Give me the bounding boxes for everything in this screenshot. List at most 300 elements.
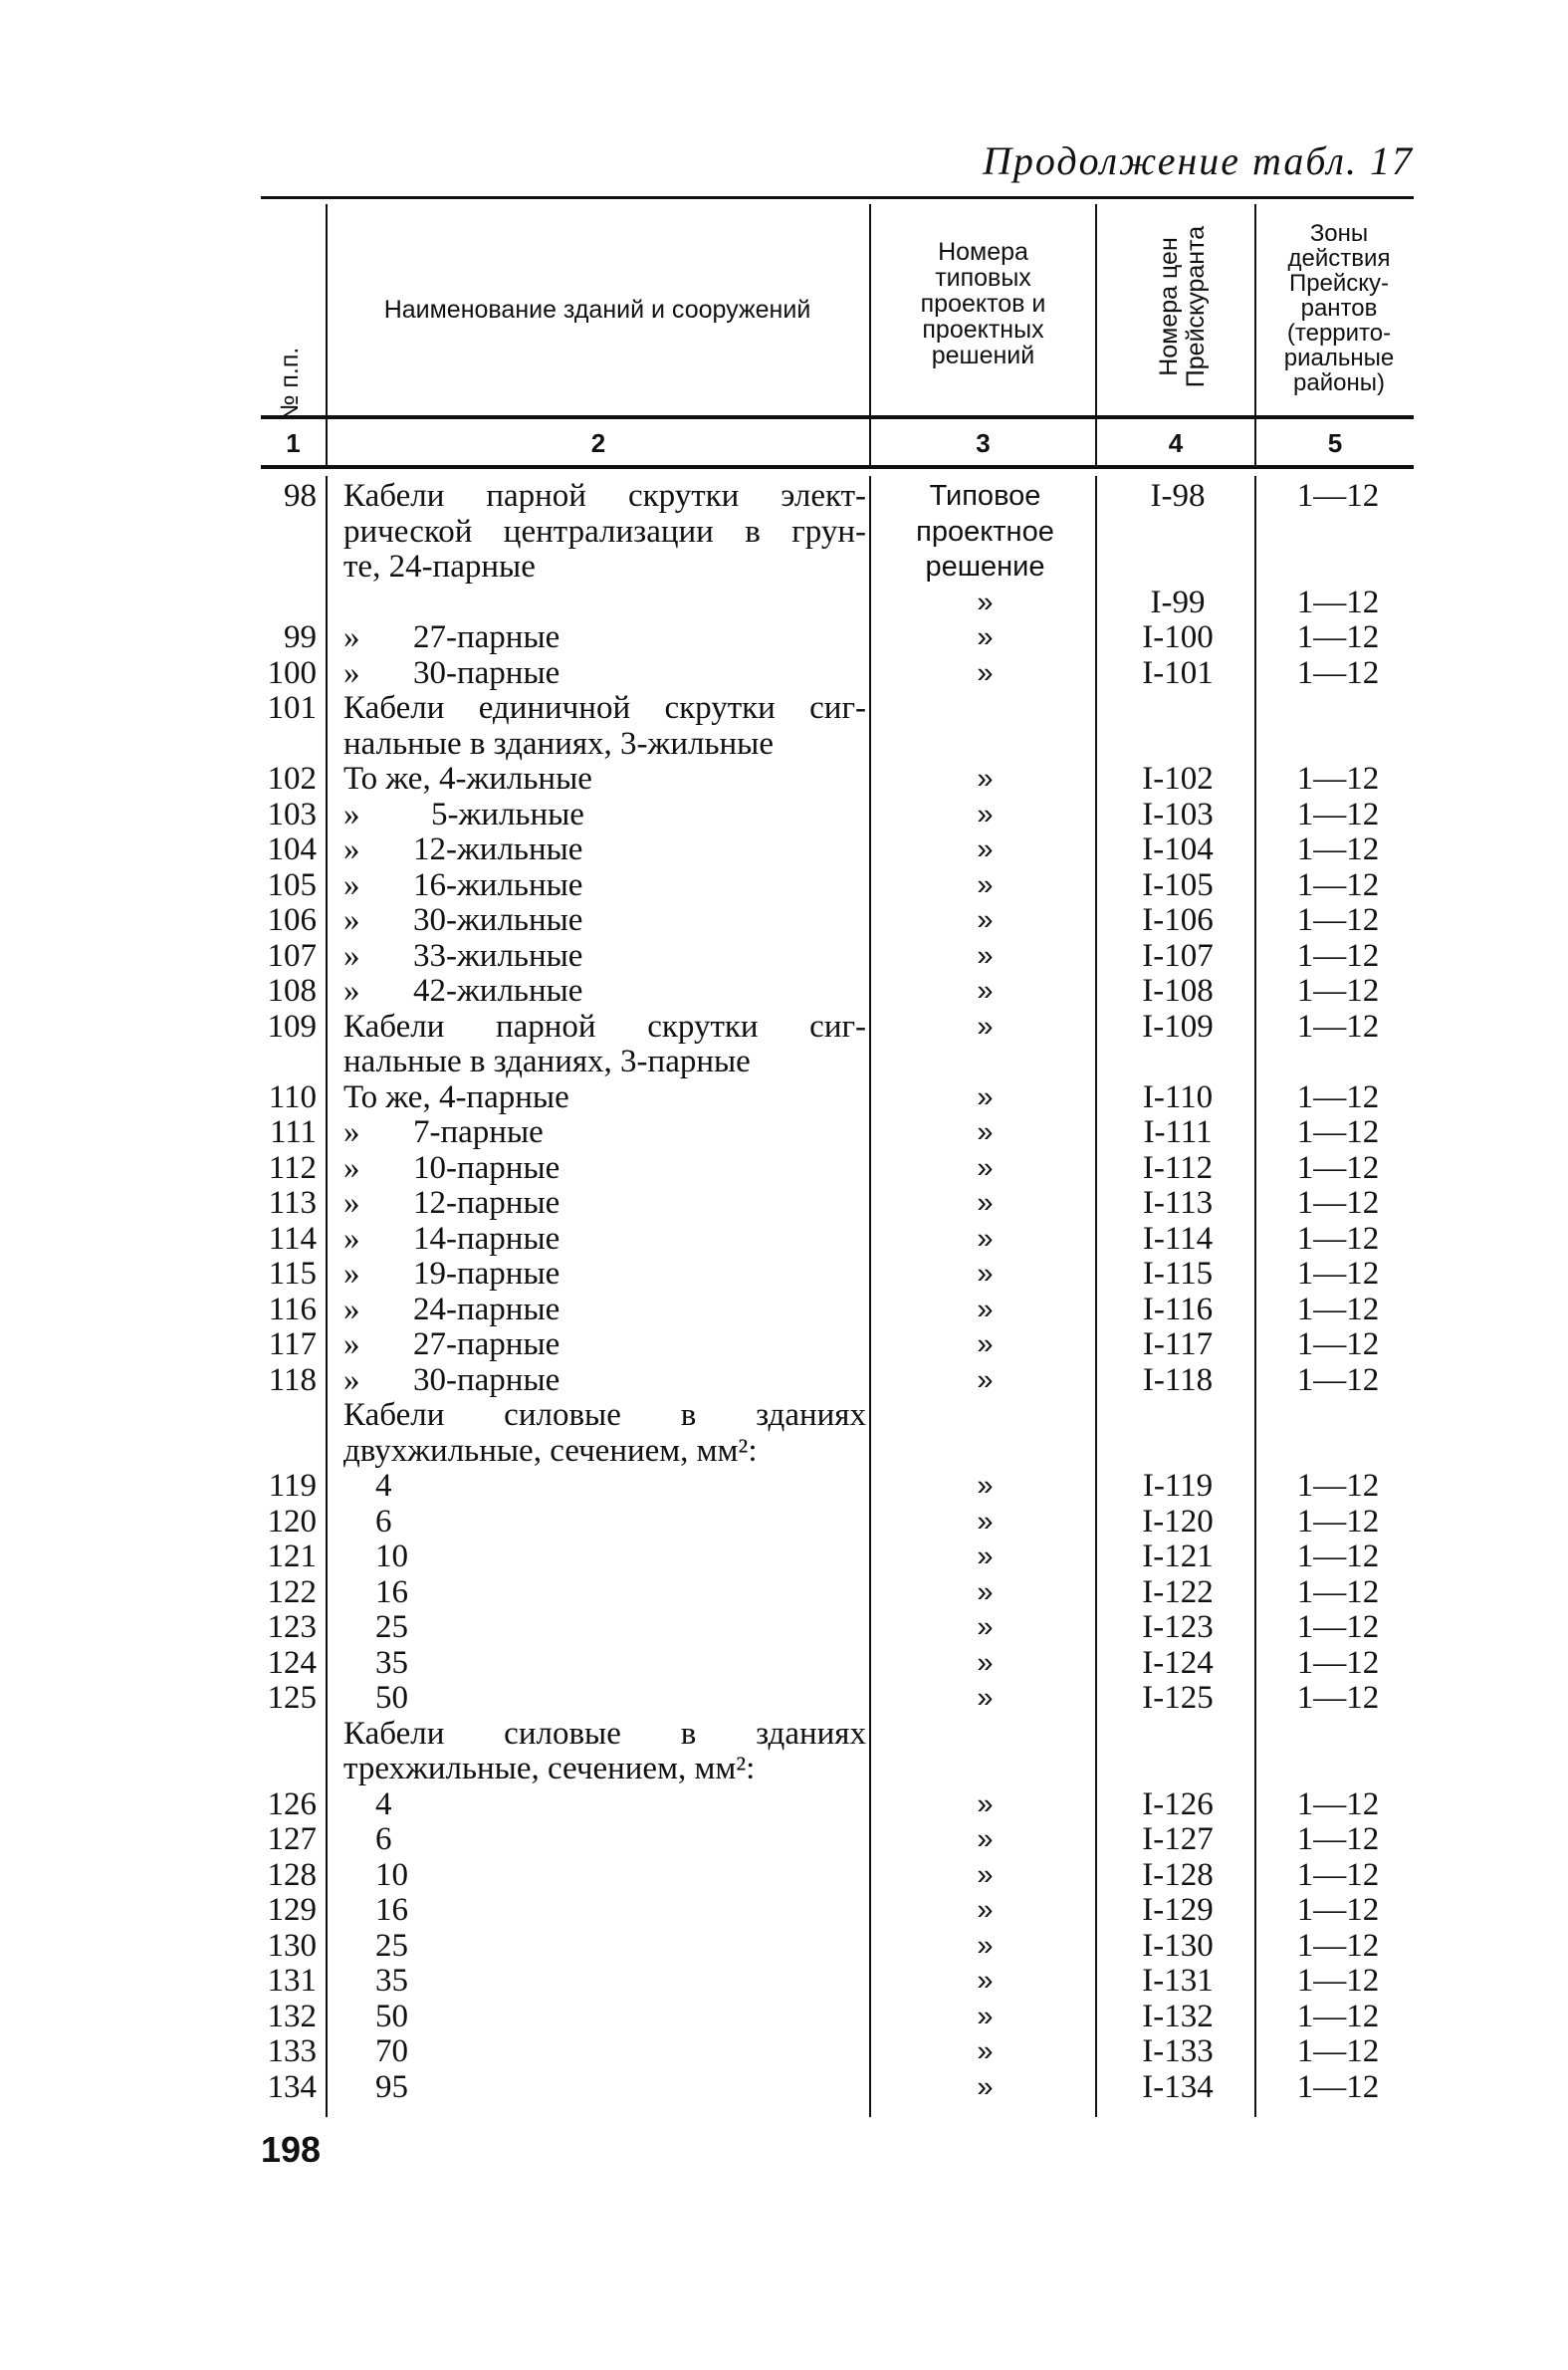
- row-zone: 1—12: [1296, 1149, 1380, 1186]
- row-project: »: [977, 1965, 994, 1997]
- row-name-text: 35: [375, 1644, 408, 1681]
- row-name: [343, 903, 866, 939]
- row-price-number: I-134: [1142, 2068, 1214, 2105]
- row-name-text: 6: [375, 1503, 392, 1540]
- row-number: 116: [268, 1291, 317, 1327]
- row-name: [343, 1822, 866, 1858]
- table-row: [0, 479, 1568, 515]
- table-row: [0, 550, 1568, 586]
- row-name-text: 25: [375, 1609, 408, 1645]
- row-zone: 1—12: [1296, 1326, 1380, 1362]
- row-name-text: 50: [375, 1680, 408, 1716]
- row-name: [343, 1929, 866, 1965]
- ditto-mark: »: [343, 796, 360, 832]
- row-zone: 1—12: [1296, 1998, 1380, 2034]
- row-zone: 1—12: [1296, 761, 1380, 797]
- table-row: [0, 1717, 1568, 1753]
- header-divider: [1095, 204, 1097, 415]
- ditto-mark: »: [343, 937, 360, 974]
- row-price-number: I-103: [1142, 796, 1214, 832]
- table-row: [0, 1752, 1568, 1787]
- row-project: решение: [925, 551, 1045, 583]
- row-project: »: [977, 1010, 994, 1043]
- table-row: [0, 1858, 1568, 1894]
- column-number-1: 1: [286, 428, 301, 458]
- row-price-number: I-109: [1142, 1008, 1214, 1045]
- row-name: [343, 656, 866, 692]
- row-project: Типовое: [929, 480, 1041, 512]
- row-project: »: [977, 1363, 994, 1396]
- table-row: [0, 586, 1568, 621]
- table-row: [0, 1964, 1568, 2000]
- row-number: 104: [267, 831, 317, 867]
- row-name-text: 50: [375, 1998, 408, 2034]
- table-top-rule: [261, 196, 1414, 199]
- row-project: проектное: [916, 515, 1054, 548]
- row-number: 131: [267, 1963, 317, 1999]
- row-name: [343, 1222, 866, 1258]
- row-project: »: [977, 763, 994, 795]
- row-number: 121: [267, 1539, 317, 1574]
- header-name: Наименование зданий и сооружений: [383, 296, 811, 324]
- row-zone: 1—12: [1296, 1680, 1380, 1716]
- table-row: [0, 939, 1568, 975]
- row-name-text: 10: [375, 1539, 408, 1574]
- table-row: [0, 832, 1568, 868]
- row-name-text: 5-жильные: [431, 796, 584, 832]
- row-number: 128: [267, 1856, 317, 1893]
- row-project: »: [977, 656, 994, 689]
- row-name: [343, 1327, 866, 1363]
- row-name: [343, 974, 866, 1010]
- row-number: 115: [268, 1256, 317, 1292]
- row-name-text: 24-парные: [413, 1291, 560, 1327]
- row-number: 109: [267, 1008, 317, 1045]
- row-project: »: [977, 975, 994, 1007]
- ditto-mark: »: [343, 1326, 360, 1362]
- row-name: рической централизации в грун-: [343, 513, 866, 550]
- table-row: [0, 1186, 1568, 1222]
- ditto-mark: »: [343, 866, 360, 903]
- ditto-mark: »: [343, 973, 360, 1009]
- row-zone: 1—12: [1296, 1927, 1380, 1964]
- row-zone: 1—12: [1296, 478, 1380, 514]
- row-project: »: [977, 904, 994, 936]
- table-row: [0, 903, 1568, 939]
- table-row: [0, 1363, 1568, 1399]
- row-price-number: I-123: [1142, 1609, 1214, 1645]
- row-name-text: 42-жильные: [413, 973, 583, 1009]
- row-price-number: I-115: [1142, 1256, 1214, 1292]
- table-row: [0, 1646, 1568, 1682]
- row-name: Кабели единичной скрутки сиг-: [343, 690, 866, 726]
- row-price-number: I-112: [1142, 1149, 1214, 1186]
- row-price-number: I-118: [1142, 1361, 1214, 1398]
- row-zone: 1—12: [1296, 1220, 1380, 1257]
- row-number: 111: [269, 1114, 317, 1150]
- row-name: [343, 1115, 866, 1151]
- row-name-text: 6: [375, 1821, 392, 1857]
- row-zone: 1—12: [1296, 1008, 1380, 1045]
- ditto-mark: »: [343, 1149, 360, 1186]
- row-zone: 1—12: [1296, 1892, 1380, 1928]
- row-name: [343, 1363, 866, 1399]
- column-number-5: 5: [1327, 428, 1343, 458]
- row-project: »: [977, 1187, 994, 1219]
- row-name-text: 4: [375, 1468, 392, 1504]
- row-name-text: 95: [375, 2068, 408, 2105]
- row-project: »: [977, 939, 994, 972]
- row-price-number: I-132: [1142, 1998, 1214, 2034]
- column-number-rule: [261, 465, 1414, 469]
- table-row: [0, 798, 1568, 833]
- header-price-numbers: Номера цен Прейскуранта: [1155, 225, 1210, 388]
- row-project: »: [977, 1929, 994, 1962]
- row-zone: 1—12: [1296, 866, 1380, 903]
- ditto-mark: »: [343, 831, 360, 867]
- row-name-text: 4: [375, 1785, 392, 1822]
- row-price-number: I-100: [1142, 619, 1214, 655]
- row-name: [343, 1151, 866, 1187]
- row-name-text: 30-парные: [413, 654, 560, 691]
- row-name: [343, 2034, 866, 2070]
- row-zone: 1—12: [1296, 1078, 1380, 1115]
- row-name: Кабели парной скрутки элект-: [343, 478, 866, 514]
- table-row: [0, 1115, 1568, 1151]
- row-name: [343, 832, 866, 868]
- row-number: 126: [267, 1785, 317, 1822]
- row-project: »: [977, 1080, 994, 1113]
- header-bottom-rule: [261, 415, 1414, 419]
- row-name: Кабели парной скрутки сиг-: [343, 1008, 866, 1045]
- row-price-number: I-129: [1142, 1892, 1214, 1928]
- table-row: [0, 1610, 1568, 1646]
- row-name: двухжильные, сечением, мм²:: [343, 1432, 758, 1469]
- row-name: [343, 1681, 866, 1717]
- header-zones: Зоны действия Прейску- рантов (террито- риальные районы): [1283, 220, 1395, 396]
- row-price-number: I-108: [1142, 973, 1214, 1009]
- row-zone: 1—12: [1296, 902, 1380, 938]
- table-row: [0, 1398, 1568, 1434]
- row-zone: 1—12: [1296, 1609, 1380, 1645]
- ditto-mark: »: [343, 654, 360, 691]
- row-name: трехжильные, сечением, мм²:: [343, 1751, 756, 1786]
- row-project: »: [977, 1858, 994, 1891]
- row-name-text: 12-жильные: [413, 831, 583, 867]
- header-divider: [869, 204, 871, 415]
- row-name-text: 10: [375, 1856, 408, 1893]
- row-project: »: [977, 1258, 994, 1290]
- ditto-mark: »: [343, 1256, 360, 1292]
- row-name: [343, 1646, 866, 1682]
- table-row: [0, 2000, 1568, 2035]
- row-price-number: I-106: [1142, 902, 1214, 938]
- table-row: [0, 1681, 1568, 1717]
- ditto-mark: »: [343, 902, 360, 938]
- table-caption: Продолжение табл. 17: [982, 138, 1414, 183]
- row-price-number: I-119: [1142, 1468, 1214, 1504]
- table-row: [0, 1540, 1568, 1575]
- row-name-text: 19-парные: [413, 1256, 560, 1292]
- row-price-number: I-99: [1150, 584, 1206, 620]
- row-project: »: [977, 1611, 994, 1643]
- row-name: те, 24-парные: [343, 549, 536, 585]
- row-number: 113: [268, 1185, 317, 1221]
- row-project: »: [977, 833, 994, 865]
- row-zone: 1—12: [1296, 1114, 1380, 1150]
- header-divider: [1254, 204, 1256, 415]
- row-project: »: [977, 1222, 994, 1255]
- row-price-number: I-126: [1142, 1785, 1214, 1822]
- row-price-number: I-128: [1142, 1856, 1214, 1893]
- row-zone: 1—12: [1296, 2033, 1380, 2069]
- table-row: [0, 1893, 1568, 1929]
- table-row: [0, 1469, 1568, 1505]
- row-name: [343, 1575, 866, 1611]
- row-project: »: [977, 868, 994, 901]
- row-name-text: 27-парные: [413, 1326, 560, 1362]
- row-price-number: I-130: [1142, 1927, 1214, 1964]
- table-row: [0, 1293, 1568, 1328]
- row-project: »: [977, 2035, 994, 2067]
- row-zone: 1—12: [1296, 2068, 1380, 2105]
- header-number: № п.п.: [276, 347, 304, 422]
- ditto-mark: »: [343, 1185, 360, 1221]
- row-project: »: [977, 1682, 994, 1714]
- row-zone: 1—12: [1296, 619, 1380, 655]
- row-price-number: I-131: [1142, 1963, 1214, 1999]
- row-project: »: [977, 1116, 994, 1148]
- page-number: 198: [261, 2129, 322, 2170]
- column-number-4: 4: [1168, 428, 1184, 458]
- ditto-mark: »: [343, 1114, 360, 1150]
- row-zone: 1—12: [1296, 1856, 1380, 1893]
- row-name: [343, 1257, 866, 1293]
- row-name: [343, 1858, 866, 1894]
- row-price-number: I-102: [1142, 761, 1214, 797]
- row-name: [343, 939, 866, 975]
- row-name: То же, 4-парные: [343, 1078, 569, 1115]
- row-name: [343, 1540, 866, 1575]
- row-price-number: I-111: [1143, 1114, 1213, 1150]
- row-price-number: I-113: [1142, 1185, 1214, 1221]
- table-row: [0, 2070, 1568, 2106]
- row-name: То же, 4-жильные: [343, 761, 592, 797]
- row-number: 106: [267, 902, 317, 938]
- row-name: Кабели силовые в зданиях: [343, 1715, 866, 1752]
- row-project: »: [977, 1293, 994, 1325]
- table-row: [0, 1045, 1568, 1080]
- table-row: [0, 1257, 1568, 1293]
- column-number-2: 2: [590, 428, 606, 458]
- row-name: [343, 2070, 866, 2106]
- row-number: 130: [267, 1927, 317, 1964]
- row-project: »: [977, 1575, 994, 1608]
- table-row: [0, 1080, 1568, 1116]
- table-row: [0, 727, 1568, 763]
- row-price-number: I-125: [1142, 1680, 1214, 1716]
- table-row: [0, 1010, 1568, 1046]
- row-number: 108: [267, 973, 317, 1009]
- header-projects: Номера типовых проектов и проектных решений: [920, 238, 1046, 369]
- row-number: 124: [267, 1644, 317, 1681]
- ditto-mark: »: [343, 619, 360, 655]
- table-row: [0, 1822, 1568, 1858]
- row-name: [343, 1293, 866, 1328]
- table-row: [0, 2034, 1568, 2070]
- row-price-number: I-116: [1142, 1291, 1214, 1327]
- row-zone: 1—12: [1296, 937, 1380, 974]
- table-row: [0, 868, 1568, 904]
- row-zone: 1—12: [1296, 1785, 1380, 1822]
- table-row: [0, 1505, 1568, 1540]
- row-name: [343, 1787, 866, 1823]
- table-row: [0, 1222, 1568, 1258]
- row-zone: 1—12: [1296, 796, 1380, 832]
- row-name-text: 12-парные: [413, 1185, 560, 1221]
- row-name: [343, 798, 866, 833]
- row-number: 118: [268, 1361, 317, 1398]
- row-number: 122: [267, 1573, 317, 1610]
- row-project: »: [977, 1894, 994, 1926]
- row-project: »: [977, 2070, 994, 2103]
- row-price-number: I-114: [1142, 1220, 1214, 1257]
- row-project: »: [977, 798, 994, 830]
- table-row: [0, 656, 1568, 692]
- row-name-text: 7-парные: [413, 1114, 544, 1150]
- row-name-text: 30-парные: [413, 1361, 560, 1398]
- row-zone: 1—12: [1296, 1963, 1380, 1999]
- row-price-number: I-101: [1142, 654, 1214, 691]
- row-number: 103: [267, 796, 317, 832]
- row-zone: 1—12: [1296, 831, 1380, 867]
- row-zone: 1—12: [1296, 1821, 1380, 1857]
- row-price-number: I-98: [1150, 478, 1206, 514]
- row-name-text: 25: [375, 1927, 408, 1964]
- row-number: 114: [268, 1220, 317, 1257]
- row-number: 125: [267, 1680, 317, 1716]
- row-name: [343, 1610, 866, 1646]
- row-price-number: I-105: [1142, 866, 1214, 903]
- row-name-text: 16: [375, 1892, 408, 1928]
- row-price-number: I-110: [1142, 1078, 1214, 1115]
- row-name: [343, 1893, 866, 1929]
- row-project: »: [977, 586, 994, 618]
- table-row: [0, 691, 1568, 727]
- row-zone: 1—12: [1296, 654, 1380, 691]
- row-price-number: I-104: [1142, 831, 1214, 867]
- row-project: »: [977, 1151, 994, 1184]
- row-number: 112: [268, 1149, 317, 1186]
- row-name: [343, 868, 866, 904]
- table-row: [0, 1434, 1568, 1470]
- row-price-number: I-117: [1142, 1326, 1214, 1362]
- row-price-number: I-121: [1142, 1539, 1214, 1574]
- row-project: »: [977, 621, 994, 653]
- row-project: »: [977, 1787, 994, 1820]
- table-row: [0, 1151, 1568, 1187]
- row-project: »: [977, 1540, 994, 1572]
- row-zone: 1—12: [1296, 1361, 1380, 1398]
- row-price-number: I-127: [1142, 1821, 1214, 1857]
- row-project: »: [977, 2000, 994, 2032]
- row-name: [343, 1505, 866, 1540]
- ditto-mark: »: [343, 1291, 360, 1327]
- table-row: [0, 620, 1568, 656]
- row-zone: 1—12: [1296, 1185, 1380, 1221]
- row-name: [343, 620, 866, 656]
- table-row: [0, 1787, 1568, 1823]
- row-number: 127: [267, 1821, 317, 1857]
- row-number: 105: [267, 866, 317, 903]
- row-number: 133: [267, 2033, 317, 2069]
- row-number: 134: [267, 2068, 317, 2105]
- ditto-mark: »: [343, 1220, 360, 1257]
- row-zone: 1—12: [1296, 1539, 1380, 1574]
- header-divider: [326, 204, 328, 415]
- row-zone: 1—12: [1296, 1291, 1380, 1327]
- row-zone: 1—12: [1296, 1468, 1380, 1504]
- row-number: 110: [268, 1078, 317, 1115]
- row-zone: 1—12: [1296, 1256, 1380, 1292]
- row-number: 100: [267, 654, 317, 691]
- table-row: [0, 974, 1568, 1010]
- row-name-text: 33-жильные: [413, 937, 583, 974]
- row-price-number: I-133: [1142, 2033, 1214, 2069]
- row-zone: 1—12: [1296, 1573, 1380, 1610]
- row-name-text: 16: [375, 1573, 408, 1610]
- table-row: [0, 515, 1568, 551]
- table-row: [0, 762, 1568, 798]
- row-name-text: 70: [375, 2033, 408, 2069]
- row-name: нальные в зданиях, 3-парные: [343, 1044, 751, 1079]
- row-project: »: [977, 1505, 994, 1538]
- row-name: нальные в зданиях, 3-жильные: [343, 725, 774, 762]
- table-row: [0, 1575, 1568, 1611]
- row-project: »: [977, 1470, 994, 1502]
- row-number: 107: [267, 937, 317, 974]
- column-number-3: 3: [976, 428, 991, 458]
- table-row: [0, 1327, 1568, 1363]
- row-price-number: I-107: [1142, 937, 1214, 974]
- table-body: [0, 479, 1568, 2105]
- table-row: [0, 1929, 1568, 1965]
- row-number: 120: [267, 1503, 317, 1540]
- row-name: [343, 1469, 866, 1505]
- row-number: 129: [267, 1892, 317, 1928]
- row-name-text: 27-парные: [413, 619, 560, 655]
- row-name-text: 14-парные: [413, 1220, 560, 1257]
- row-price-number: I-120: [1142, 1503, 1214, 1540]
- row-name-text: 10-парные: [413, 1149, 560, 1186]
- row-name: [343, 1186, 866, 1222]
- row-number: 99: [284, 619, 317, 655]
- row-price-number: I-122: [1142, 1573, 1214, 1610]
- row-number: 98: [284, 478, 317, 514]
- row-project: »: [977, 1823, 994, 1855]
- row-number: 102: [267, 761, 317, 797]
- row-number: 123: [267, 1609, 317, 1645]
- row-name: [343, 2000, 866, 2035]
- row-number: 101: [267, 690, 317, 726]
- row-name-text: 35: [375, 1963, 408, 1999]
- row-number: 119: [268, 1468, 317, 1504]
- row-zone: 1—12: [1296, 973, 1380, 1009]
- row-number: 117: [268, 1326, 317, 1362]
- row-price-number: I-124: [1142, 1644, 1214, 1681]
- row-project: »: [977, 1328, 994, 1360]
- row-zone: 1—12: [1296, 1503, 1380, 1540]
